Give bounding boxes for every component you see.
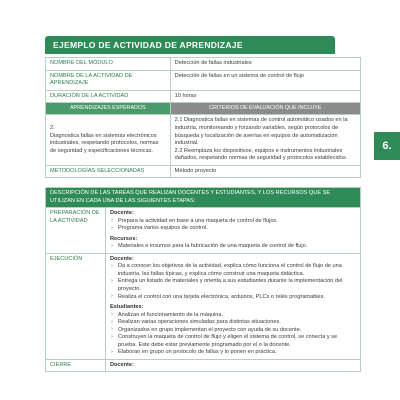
list-item: › Prepara la actividad en base a una maqueta de control de flujos. xyxy=(110,218,356,226)
exec-cell xyxy=(105,253,360,359)
list-item: › Realiza el control con una tarjeta electrónica, arduinos, PLCs o relés programables. xyxy=(110,294,356,302)
methods-label: METODOLOGÍAS SELECCIONADAS xyxy=(46,165,171,178)
chapter-tab: 6. xyxy=(374,132,400,160)
table-row xyxy=(46,115,361,165)
list-item: › Construyen la maqueta de control de flujo y eligen el sistema de control, se conecta y se prueba. Este debe estar previamente programado por el o la docente. xyxy=(110,334,356,349)
list-item: › Realizan varias operaciones simuladas para distintas situaciones. xyxy=(110,319,356,327)
list-item: › Organizados en grupo implementan el proyecto con ayuda de su docente. xyxy=(110,327,356,335)
table-row xyxy=(46,90,361,103)
table-row xyxy=(46,70,361,90)
criteria-header: CRITERIOS DE EVALUACIÓN QUE INCLUYE xyxy=(170,103,360,115)
list-item: › Materiales e insumos para la fabricación de una maqueta de control de flujo. xyxy=(110,243,356,251)
table-row xyxy=(46,208,361,254)
table-row xyxy=(46,188,361,208)
activity-value: Detección de fallas en un sistema de control de flujo xyxy=(170,70,360,90)
info-table xyxy=(45,57,361,178)
module-value: Detección de fallas industriales xyxy=(170,58,360,71)
section-description: DESCRIPCIÓN DE LAS TAREAS QUE REALIZAN DOCENTES Y ESTUDIANTES, Y LOS RECURSOS QUE SE UTILIZAN EN CADA UNA DE LAS SIGUIENTES ETAPAS: xyxy=(46,188,361,208)
table-row xyxy=(46,103,361,115)
learning-text: 2. Diagnostica fallas en sistemas electrónicos industriales, respetando protocolos, normas de seguridad y especificaciones técnicas. xyxy=(50,125,159,154)
table-row xyxy=(46,253,361,359)
prep-label: PREPARACIÓN DE LA ACTIVIDAD xyxy=(46,208,106,254)
table-row xyxy=(46,58,361,71)
criterion-1: 2.1 Diagnostica fallas en sistemas de control automático usados en la industria, monitoreando y forzando variables, según protocolos de búsqueda y localización de averías en equipos de automatización industrial. xyxy=(174,117,348,147)
exec-label: EJECUCIÓN xyxy=(46,253,106,359)
cierre-cell xyxy=(105,359,360,372)
criterion-2: 2.2 Reemplaza los dispositivos, equipos e instrumentos industriales dañados, respetando normas de seguridad y protocolos establecidos. xyxy=(174,147,348,162)
prep-cell xyxy=(105,208,360,254)
list-item: › Elaboran en grupo un protocolo de fallas y lo ponen en práctica. xyxy=(110,349,356,357)
exec-docente-title: Docente: xyxy=(109,255,134,262)
list-item: › Programa varios equipos de control. xyxy=(110,225,356,233)
methods-value: Método proyecto xyxy=(170,165,360,178)
page-title: EJEMPLO DE ACTIVIDAD DE APRENDIZAJE xyxy=(45,36,335,54)
table-row xyxy=(46,165,361,178)
duration-label: DURACIÓN DE LA ACTIVIDAD xyxy=(46,90,171,103)
stages-table xyxy=(45,187,361,372)
list-item: › Analizan el funcionamiento de la máquina. xyxy=(110,312,356,320)
activity-label: NOMBRE DE LA ACTIVIDAD DE APRENDIZAJE xyxy=(46,70,171,90)
cierre-label: CIERRE xyxy=(46,359,106,372)
cierre-docente-title: Docente: xyxy=(109,361,134,368)
list-item: › Da a conocer los objetivos de la actividad, explica cómo funciona el control de flujo de una industria, las fallas típicas, y explica cómo construir una maqueta didáctica. xyxy=(110,263,356,278)
prep-docente-title: Docente: xyxy=(109,210,134,217)
criteria-cell xyxy=(170,115,360,165)
exec-est-title: Estudiantes: xyxy=(109,304,144,311)
learning-header: APRENDIZAJES ESPERADOS xyxy=(46,103,171,115)
table-row xyxy=(46,359,361,372)
list-item: › Entrega un listado de materiales y orienta a sus estudiantes durante la implementación del proyecto. xyxy=(110,278,356,293)
duration-value: 10 horas xyxy=(170,90,360,103)
prep-recursos-title: Recursos: xyxy=(109,235,138,242)
module-label: NOMBRE DEL MÓDULO xyxy=(46,58,171,71)
learning-cell xyxy=(46,115,171,165)
